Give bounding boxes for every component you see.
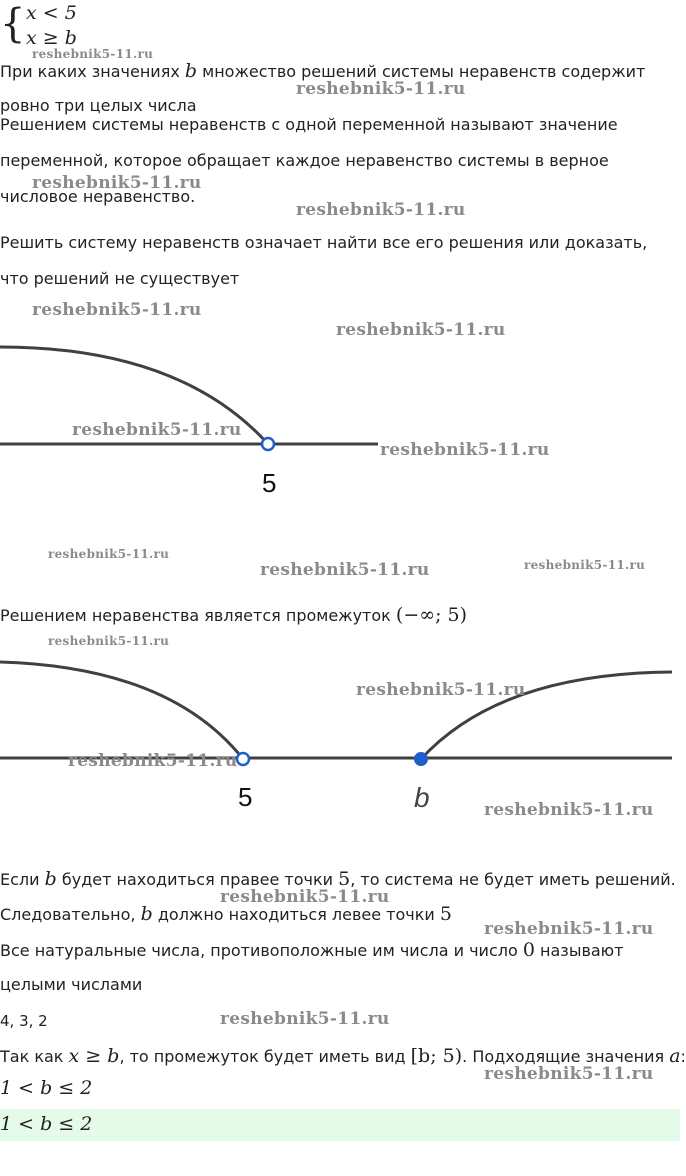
answer-box bbox=[0, 1109, 680, 1141]
question-line-2: ровно три целых числа bbox=[0, 96, 197, 115]
integers-def-t2: называют bbox=[534, 941, 624, 960]
watermark: reshebnik5-11.ru bbox=[48, 547, 170, 561]
number-line-diagram-1 bbox=[0, 330, 400, 460]
definition-line-3: числовое неравенство. bbox=[0, 187, 196, 206]
consequence-t1: Следовательно, bbox=[0, 905, 141, 924]
question-suffix: множество решений системы неравенств содержит bbox=[197, 62, 646, 81]
answer-inequality: 1 < b ≤ 2 bbox=[0, 1113, 93, 1135]
since-m2: [b; 5) bbox=[410, 1045, 463, 1067]
watermark: reshebnik5-11.ru bbox=[260, 560, 430, 580]
interval-line bbox=[0, 604, 467, 626]
watermark: reshebnik5-11.ru bbox=[32, 173, 202, 193]
system-line-1: x < 5 bbox=[26, 2, 77, 24]
right-case-var: b bbox=[44, 868, 57, 890]
since-t1: Так как bbox=[0, 1047, 69, 1066]
open-point-5 bbox=[262, 438, 274, 450]
result-inequality: 1 < b ≤ 2 bbox=[0, 1077, 93, 1099]
definition-line-2: переменной, которое обращает каждое неравенство системы в верное bbox=[0, 151, 609, 170]
watermark: reshebnik5-11.ru bbox=[68, 751, 238, 771]
system-brace: { bbox=[0, 1, 26, 47]
open-point-5 bbox=[237, 753, 249, 765]
consequence-var: b bbox=[140, 903, 153, 925]
system-line-2: x ≥ b bbox=[26, 27, 77, 49]
since-m3: a bbox=[669, 1045, 681, 1067]
question-var: b bbox=[184, 60, 198, 82]
watermark: reshebnik5-11.ru bbox=[32, 47, 154, 61]
question-line-2-clip bbox=[0, 96, 197, 115]
right-case-t3: , то система не будет иметь решений. bbox=[350, 870, 676, 889]
interval-text: Решением неравенства является промежуток bbox=[0, 606, 396, 625]
definition-line-1: Решением системы неравенств с одной переменной называют значение bbox=[0, 115, 618, 134]
point-label-5: 5 bbox=[238, 782, 253, 812]
watermark: reshebnik5-11.ru bbox=[484, 919, 654, 939]
since-t3: . Подходящие значения bbox=[462, 1047, 670, 1066]
watermark: reshebnik5-11.ru bbox=[380, 440, 550, 460]
watermark: reshebnik5-11.ru bbox=[484, 800, 654, 820]
point-label-5: 5 bbox=[262, 468, 277, 498]
watermark: reshebnik5-11.ru bbox=[524, 558, 646, 572]
consequence-num: 5 bbox=[439, 903, 452, 925]
watermark: reshebnik5-11.ru bbox=[296, 79, 466, 99]
point-label-b: b bbox=[414, 782, 430, 813]
right-case-t2: будет находиться правее точки bbox=[56, 870, 339, 889]
solution-arc-left bbox=[0, 662, 243, 759]
watermark: reshebnik5-11.ru bbox=[296, 200, 466, 220]
since-m1: x ≥ b bbox=[68, 1045, 120, 1067]
integers-def-num: 0 bbox=[522, 939, 535, 961]
consequence-t2: должно находиться левее точки bbox=[152, 905, 440, 924]
integers-list: 4, 3, 2 bbox=[0, 1012, 48, 1030]
watermark: reshebnik5-11.ru bbox=[32, 300, 202, 320]
watermark: reshebnik5-11.ru bbox=[336, 320, 506, 340]
integers-def-line-2: целыми числами bbox=[0, 975, 143, 994]
since-t4: : bbox=[680, 1047, 686, 1066]
watermark: reshebnik5-11.ru bbox=[48, 634, 170, 648]
watermark: reshebnik5-11.ru bbox=[356, 680, 526, 700]
integers-def-line-1 bbox=[0, 939, 623, 961]
watermark: reshebnik5-11.ru bbox=[220, 887, 390, 907]
since-t2: , то промежуток будет иметь вид bbox=[119, 1047, 411, 1066]
closed-point-b bbox=[415, 753, 427, 765]
right-case-t1: Если bbox=[0, 870, 45, 889]
watermark: reshebnik5-11.ru bbox=[220, 1009, 390, 1029]
interval-math: (−∞; 5) bbox=[395, 604, 468, 626]
solve-def-line-1: Решить систему неравенств означает найти все его решения или доказать, bbox=[0, 233, 648, 252]
watermark: reshebnik5-11.ru bbox=[484, 1064, 654, 1084]
right-case-num: 5 bbox=[338, 868, 351, 890]
watermark: reshebnik5-11.ru bbox=[72, 420, 242, 440]
solve-def-line-2: что решений не существует bbox=[0, 269, 240, 288]
integers-def-t1: Все натуральные числа, противоположные им числа и число bbox=[0, 941, 523, 960]
question-prefix: При каких значениях bbox=[0, 62, 185, 81]
